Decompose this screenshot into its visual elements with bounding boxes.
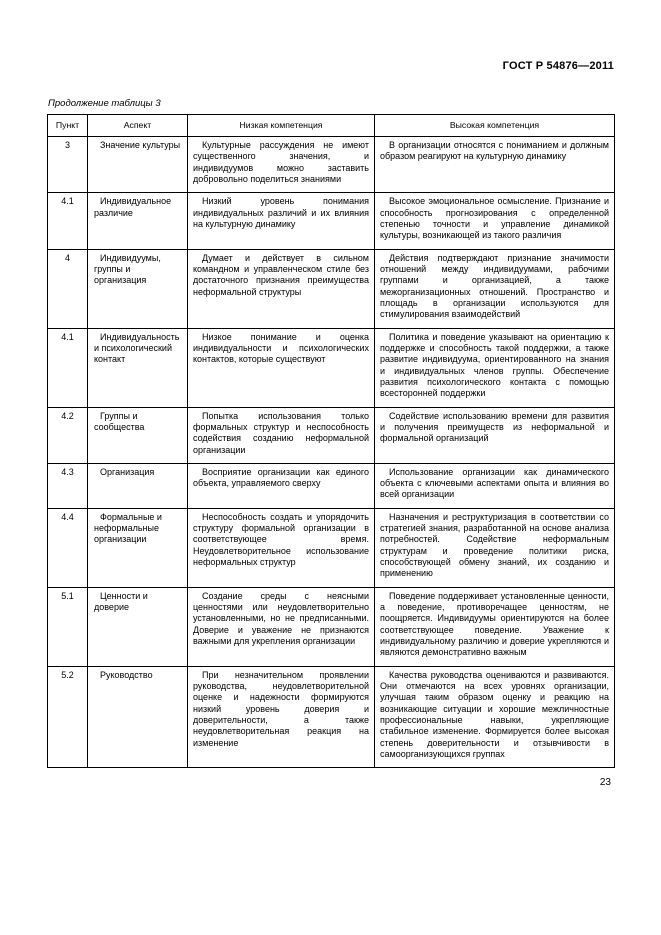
table-header-row xyxy=(48,115,615,137)
column-header-aspekt: Аспект xyxy=(88,115,188,137)
cell-punkt: 3 xyxy=(48,136,88,192)
cell-high-competence: Поведение поддерживает установленные ценности, а поведение, противоречащее ценностям, не поощряется. Индивидуумы ориентируются на более соответствующее поведение. Уважение к индивидуальному различию и доверие укрепляются и являются демонстративно важным xyxy=(375,587,615,666)
page-number: 23 xyxy=(599,777,611,789)
cell-low-competence: Попытка использования только формальных структур и неспособность содействия созданию неформальной организации xyxy=(188,407,375,463)
cell-low-competence: Создание среды с неясными ценностями или неудовлетворительно установленными, но не предписанными. Доверие и уважение не признаются важными для укрепления организации xyxy=(188,587,375,666)
cell-high-competence: Действия подтверждают признание значимости отношений между индивидуумами, рабочими группами и организацией, а также межорганизационных отношений. Пространство и площадь в организации используются для стимулирования взаимодействий xyxy=(375,249,615,328)
cell-high-competence: Политика и поведение указывают на ориентацию к поддержке и способность такой поддержки, а также развитие индивидуума, ориентированного на знания и индивидуальных членов группы. Обеспечение развития психологического контакта с помощью всесторонней поддержки xyxy=(375,328,615,407)
cell-low-competence: При незначительном проявлении руководства, неудовлетворительной оценке и надежности формируются низкий уровень доверия и доверительности, а также неудовлетворительная реакция на изменение xyxy=(188,666,375,768)
document-standard-number: ГОСТ Р 54876—2011 xyxy=(502,60,614,72)
cell-punkt: 4 xyxy=(48,249,88,328)
table-row xyxy=(48,666,615,768)
cell-punkt: 4.1 xyxy=(48,193,88,249)
table-row xyxy=(48,328,615,407)
competence-table xyxy=(47,114,615,768)
cell-low-competence: Неспособность создать и упорядочить структуру формальной организации в соответствующее время. Неудовлетворительное использование неформальных структур xyxy=(188,508,375,587)
cell-aspekt: Организация xyxy=(88,463,188,508)
table-row xyxy=(48,193,615,249)
cell-aspekt: Группы и сообщества xyxy=(88,407,188,463)
cell-high-competence: Назначения и реструктуризация в соответствии со стратегией знания, разработанной на основе анализа потребностей. Содействие неформальным структурам и проведение политики риска, способствующей обмену знаний, их созданию и применению xyxy=(375,508,615,587)
cell-aspekt: Ценности и доверие xyxy=(88,587,188,666)
cell-aspekt: Руководство xyxy=(88,666,188,768)
cell-punkt: 5.1 xyxy=(48,587,88,666)
table-caption: Продолжение таблицы 3 xyxy=(48,98,161,109)
cell-punkt: 4.1 xyxy=(48,328,88,407)
table-row xyxy=(48,463,615,508)
table-row xyxy=(48,249,615,328)
cell-punkt: 4.3 xyxy=(48,463,88,508)
cell-low-competence: Думает и действует в сильном командном и управленческом стиле без достаточного признания преимущества неформальной структуры xyxy=(188,249,375,328)
cell-low-competence: Восприятие организации как единого объекта, управляемого сверху xyxy=(188,463,375,508)
column-header-low-competence: Низкая компетенция xyxy=(188,115,375,137)
table-row xyxy=(48,508,615,587)
cell-low-competence: Низкое понимание и оценка индивидуальности и психологических контактов, которые существуют xyxy=(188,328,375,407)
cell-punkt: 4.4 xyxy=(48,508,88,587)
cell-low-competence: Низкий уровень понимания индивидуальных различий и их влияния на культурную динамику xyxy=(188,193,375,249)
cell-aspekt: Индивидуумы, группы и организация xyxy=(88,249,188,328)
cell-high-competence: Качества руководства оцениваются и развиваются. Они отмечаются на всех уровнях организации, улучшая таким образом оценку и реакцию на возникающие ситуации и хорошие межличностные профессиональные навыки, укрепляющие стабильное изменение. Формируется более высокая степень доверительности и отзывчивости в самоорганизующихся группах xyxy=(375,666,615,768)
cell-punkt: 5.2 xyxy=(48,666,88,768)
table-row xyxy=(48,587,615,666)
column-header-punkt: Пункт xyxy=(48,115,88,137)
cell-aspekt: Индивидуальное различие xyxy=(88,193,188,249)
cell-low-competence: Культурные рассуждения не имеют существенного значения, и индивидуумов можно заставить добровольно поделиться знаниями xyxy=(188,136,375,192)
column-header-high-competence: Высокая компетенция xyxy=(375,115,615,137)
cell-aspekt: Индивидуальность и психологический контакт xyxy=(88,328,188,407)
cell-high-competence: Использование организации как динамического объекта с ключевыми аспектами опыта и влияния во всей организации xyxy=(375,463,615,508)
cell-aspekt: Формальные и неформальные организации xyxy=(88,508,188,587)
cell-punkt: 4.2 xyxy=(48,407,88,463)
cell-aspekt: Значение культуры xyxy=(88,136,188,192)
cell-high-competence: Высокое эмоциональное осмысление. Признание и способность прогнозирования с определенной степенью точности и управление динамикой культуры, возникающей из такого различия xyxy=(375,193,615,249)
table-row xyxy=(48,407,615,463)
cell-high-competence: В организации относятся с пониманием и должным образом реагируют на культурную динамику xyxy=(375,136,615,192)
cell-high-competence: Содействие использованию времени для развития и получения преимуществ из неформальной и формальной организаций xyxy=(375,407,615,463)
table-row xyxy=(48,136,615,192)
